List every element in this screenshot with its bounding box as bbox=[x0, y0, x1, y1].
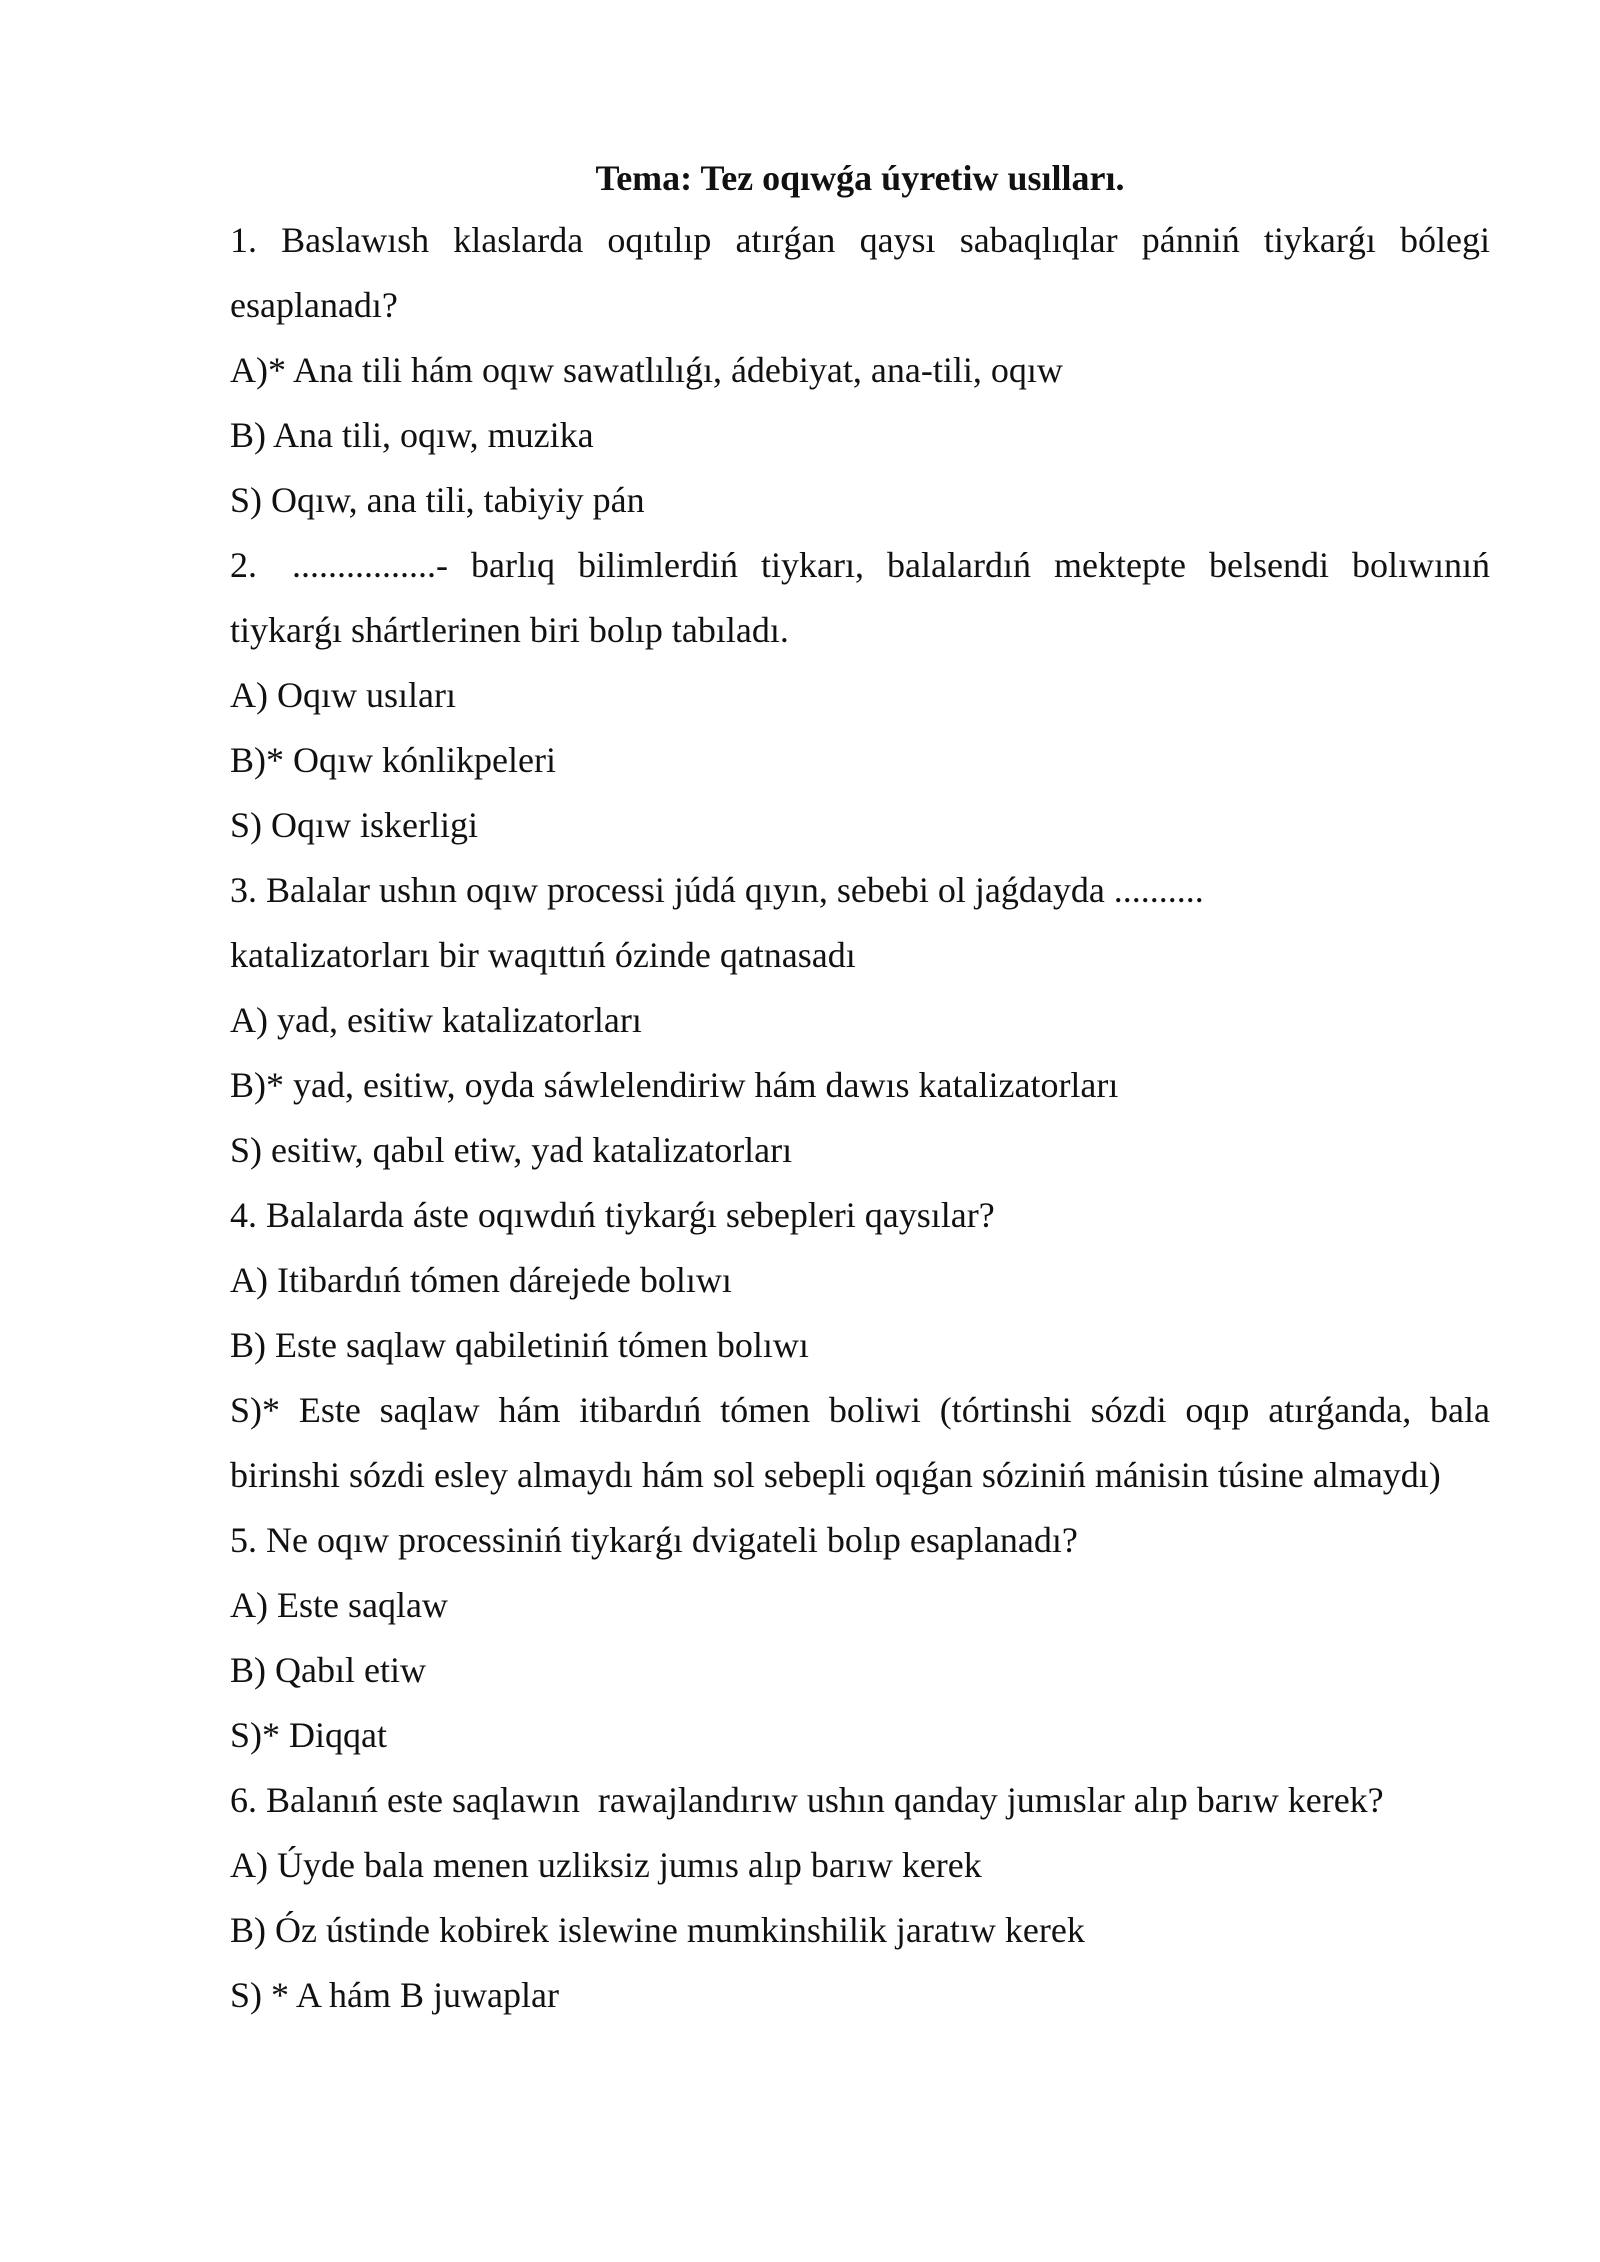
question-text bbox=[230, 533, 1490, 663]
document-title: Tema: Tez oqıwǵa úyretiw usılları. bbox=[595, 158, 1125, 198]
answer-option: A) yad, esitiw katalizatorları bbox=[230, 1000, 642, 1040]
answer-option: B) Este saqlaw qabiletiniń tómen bolıwı bbox=[230, 1325, 809, 1365]
question-block bbox=[230, 1183, 1490, 1508]
answer-option: S) Oqıw iskerligi bbox=[230, 805, 478, 845]
answer-option: A)* Ana tili hám oqıw sawatlılıǵı, ádebiyat, ana-tili, oqıw bbox=[230, 350, 1063, 390]
answer-option: S)* Diqqat bbox=[230, 1715, 387, 1755]
question-number: 2. bbox=[230, 545, 257, 585]
answer-option: B) Ana tili, oqıw, muzika bbox=[230, 415, 594, 455]
question-text: 1. Baslawısh klaslarda oqıtılıp atırǵan qaysı sabaqlıqlar pánniń tiykarǵı bólegi esaplanadı? bbox=[230, 220, 1490, 325]
answer-option: A) Itibardıń tómen dárejede bolıwı bbox=[230, 1260, 732, 1300]
question-block bbox=[230, 208, 1490, 533]
answer-option: A) Este saqlaw bbox=[230, 1585, 448, 1625]
answer-option: S)* Este saqlaw hám itibardıń tómen boliwi (tórtinshi sózdi oqıp atırǵanda, bala birinshi sózdi esley almaydı hám sol sebepli oqıǵan sóziniń mánisin túsine almaydı) bbox=[230, 1390, 1490, 1495]
answer-option: B)* yad, esitiw, oyda sáwlelendiriw hám dawıs katalizatorları bbox=[230, 1065, 1119, 1105]
question-text: 5. Ne oqıw processiniń tiykarǵı dvigateli bolıp esaplanadı? bbox=[230, 1520, 1078, 1560]
question-text-line: katalizatorları bir waqıttıń ózinde qatnasadı bbox=[230, 935, 856, 975]
question-block bbox=[230, 1508, 1490, 1768]
answer-option: S) esitiw, qabıl etiw, yad katalizatorları bbox=[230, 1130, 793, 1170]
answer-option: S) Oqıw, ana tili, tabiyiy pán bbox=[230, 480, 645, 520]
question-text: 6. Balanıń este saqlawın rawajlandırıw ushın qanday jumıslar alıp barıw kerek? bbox=[230, 1780, 1384, 1820]
answer-option: B)* Oqıw kónlikpeleri bbox=[230, 740, 556, 780]
question-block bbox=[230, 858, 1490, 1183]
answer-option: B) Óz ústinde kobirek islewine mumkinshilik jaratıw kerek bbox=[230, 1910, 1085, 1950]
question-block bbox=[230, 533, 1490, 858]
question-text-line: 3. Balalar ushın oqıw processi júdá qıyın, sebebi ol jaǵdayda .......... bbox=[230, 870, 1204, 910]
answer-option: A) Oqıw usıları bbox=[230, 675, 456, 715]
answer-option: A) Úyde bala menen uzliksiz jumıs alıp barıw kerek bbox=[230, 1845, 982, 1885]
document-body bbox=[230, 148, 1490, 2028]
question-block bbox=[230, 1768, 1490, 2028]
answer-option: B) Qabıl etiw bbox=[230, 1650, 426, 1690]
question-text: 4. Balalarda áste oqıwdıń tiykarǵı sebepleri qaysılar? bbox=[230, 1195, 995, 1235]
answer-option: S) * A hám B juwaplar bbox=[230, 1975, 559, 2015]
question-body: ................- barlıq bilimlerdiń tiykarı, balalardıń mektepte belsendi bolıwınıń tiykarǵı shártlerinen biri bolıp tabıladı. bbox=[230, 545, 1490, 650]
